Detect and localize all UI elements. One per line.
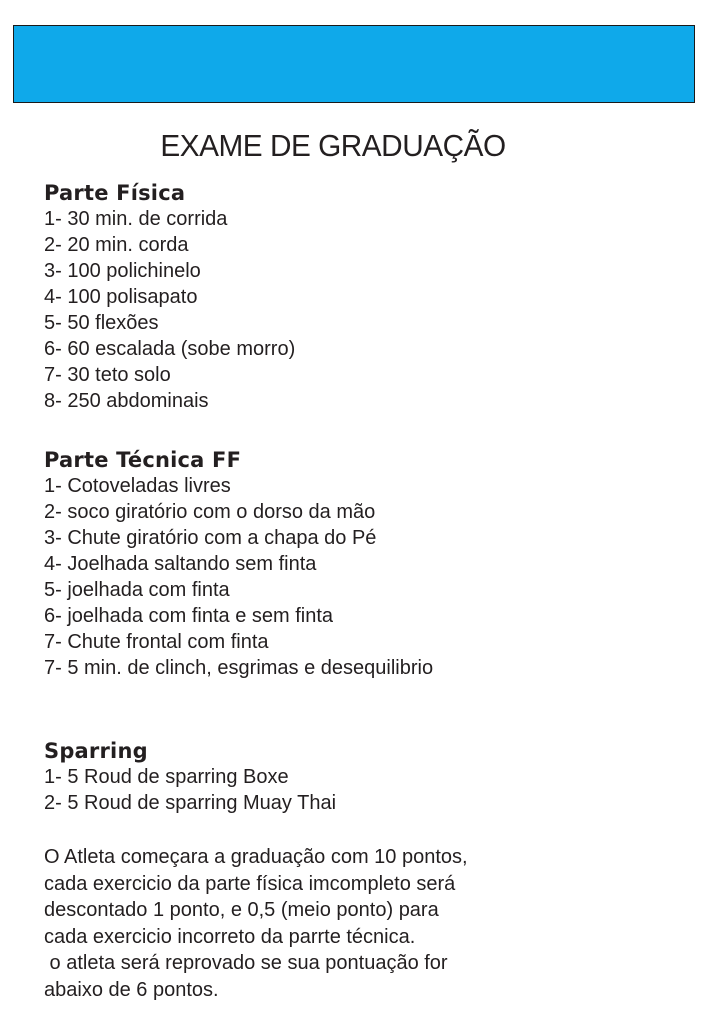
note-line: cada exercicio da parte física imcompleto será [44,872,456,895]
note-line: cada exercicio incorreto da parrte técnica. [44,925,416,948]
section-sparring [44,738,684,816]
list-sparring [44,764,684,816]
list-item: 7- 30 teto solo [44,364,171,386]
section-heading-tecnica: Parte Técnica FF [44,448,242,472]
list-item: 4- 100 polisapato [44,286,198,308]
page-title: EXAME DE GRADUAÇÃO [160,128,506,163]
list-item: 6- 60 escalada (sobe morro) [44,338,296,360]
grading-rules-note [44,844,684,1004]
list-item: 4- Joelhada saltando sem finta [44,553,317,575]
list-item: 1- 5 Roud de sparring Boxe [44,766,289,788]
list-item: 3- 100 polichinelo [44,260,201,282]
note-line: abaixo de 6 pontos. [44,978,219,1001]
list-tecnica [44,473,684,681]
list-item: 7- 5 min. de clinch, esgrimas e desequilibrio [44,657,434,679]
list-item: 7- Chute frontal com finta [44,631,269,653]
note-line: O Atleta começara a graduação com 10 pontos, [44,846,468,868]
section-parte-tecnica [44,447,684,681]
list-item: 5- 50 flexões [44,312,159,334]
list-item: 6- joelhada com finta e sem finta [44,605,334,627]
list-item: 2- soco giratório com o dorso da mão [44,501,376,523]
list-item: 1- 30 min. de corrida [44,208,228,230]
section-heading-sparring: Sparring [44,739,148,763]
note-line: descontado 1 ponto, e 0,5 (meio ponto) para [44,899,439,922]
list-item: 5- joelhada com finta [44,579,230,601]
note-line: o atleta será reprovado se sua pontuação for [44,952,448,975]
list-item: 8- 250 abdominais [44,390,209,412]
list-item: 1- Cotoveladas livres [44,475,231,497]
section-parte-fisica [44,180,684,414]
section-heading-fisica: Parte Física [44,181,186,205]
list-fisica [44,206,684,414]
header-banner [13,25,695,103]
list-item: 2- 5 Roud de sparring Muay Thai [44,792,337,814]
list-item: 3- Chute giratório com a chapa do Pé [44,527,377,549]
list-item: 2- 20 min. corda [44,234,189,256]
